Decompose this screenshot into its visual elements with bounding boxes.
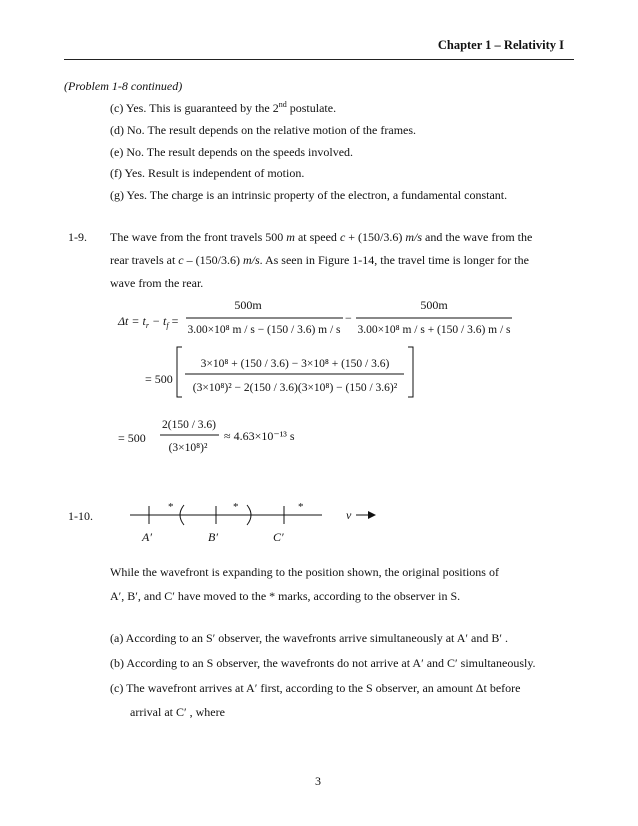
eq2-numerator: 3×10⁸ + (150 / 3.6) − 3×10⁸ + (150 / 3.6)	[200, 358, 390, 370]
eq3-rhs: ≈ 4.63×10⁻¹³ s	[224, 429, 295, 443]
label-b-prime: B′	[208, 530, 218, 544]
velocity-arrow-head	[368, 511, 376, 519]
star-2: *	[233, 501, 239, 513]
answer-f: (f) Yes. Result is independent of motion.	[110, 166, 305, 180]
chapter-header: Chapter 1 – Relativity I	[437, 38, 564, 52]
text-run: c	[339, 230, 346, 244]
text-run: and the wave from the	[422, 230, 533, 244]
eq2-right-bracket	[408, 347, 413, 397]
label-a-prime: A′	[142, 530, 152, 544]
answer-c-sup: nd	[278, 100, 287, 109]
eq2-lhs: = 500	[145, 372, 173, 386]
eq1-frac2-numerator: 500m	[420, 298, 448, 312]
problem-1-9-line3: wave from the rear.	[110, 276, 204, 290]
text-run: rear travels at	[110, 253, 179, 267]
eq1-frac1-numerator: 500m	[234, 298, 262, 312]
problem-1-9-number: 1-9.	[68, 230, 87, 244]
eq1-frac1-denominator: 3.00×10⁸ m / s − (150 / 3.6) m / s	[187, 324, 341, 336]
problem-1-10-part-a: (a) According to an S′ observer, the wavefronts arrive simultaneously at A′ and B′ .	[110, 631, 508, 645]
answer-c-pre: (c) Yes. This is guaranteed by the 2	[110, 101, 279, 115]
text-run: + (150/3.6)	[345, 230, 406, 244]
star-1: *	[168, 501, 174, 513]
label-c-prime: C′	[273, 530, 284, 544]
text-run: m/s	[405, 230, 423, 244]
text-run: . As seen in Figure 1-14, the travel time is longer for the	[259, 253, 529, 267]
answer-e: (e) No. The result depends on the speeds involved.	[110, 145, 354, 159]
eq1-minus: −	[345, 311, 352, 325]
text-run: m	[286, 230, 295, 244]
eq3-lhs: = 500	[118, 431, 146, 445]
answer-d: (d) No. The result depends on the relative motion of the frames.	[110, 123, 417, 137]
text-run: – (150/3.6)	[183, 253, 243, 267]
problem-1-10-part-c-line2: arrival at C′ , where	[130, 705, 225, 719]
answer-g: (g) Yes. The charge is an intrinsic property of the electron, a fundamental constant.	[110, 188, 508, 202]
eq1-frac2-denominator: 3.00×10⁸ m / s + (150 / 3.6) m / s	[357, 324, 511, 336]
eq1-lhs: $\Delta t = t_r - t_f$ =	[118, 314, 179, 330]
text-run: The wave from the front travels 500	[110, 230, 287, 244]
text-run: at speed	[294, 230, 340, 244]
problem-1-10-part-c-line1: (c) The wavefront arrives at A′ first, according to the S observer, an amount Δt before	[110, 681, 521, 695]
eq3-denominator: (3×10⁸)²	[168, 442, 208, 454]
eq3-numerator: 2(150 / 3.6)	[162, 419, 216, 431]
eq2-left-bracket	[177, 347, 182, 397]
problem-1-10-para-line2: A′, B′, and C′ have moved to the * marks, according to the observer in S.	[110, 589, 461, 603]
text-run: m/s	[242, 253, 260, 267]
star-3: *	[298, 501, 304, 513]
continued-label: (Problem 1-8 continued)	[64, 79, 183, 93]
problem-1-10-part-b: (b) According to an S observer, the wavefronts do not arrive at A′ and C′ simultaneously.	[110, 656, 536, 670]
eq2-denominator: (3×10⁸)² − 2(150 / 3.6)(3×10⁸) − (150 / 3.6)²	[192, 382, 398, 394]
velocity-label: v	[346, 508, 352, 522]
problem-1-10-para-line1: While the wavefront is expanding to the position shown, the original positions of	[110, 565, 499, 579]
text-run: c	[178, 253, 184, 267]
problem-1-10-number: 1-10.	[68, 509, 93, 523]
page-number: 3	[315, 774, 321, 788]
answer-c-post: postulate.	[286, 101, 337, 115]
